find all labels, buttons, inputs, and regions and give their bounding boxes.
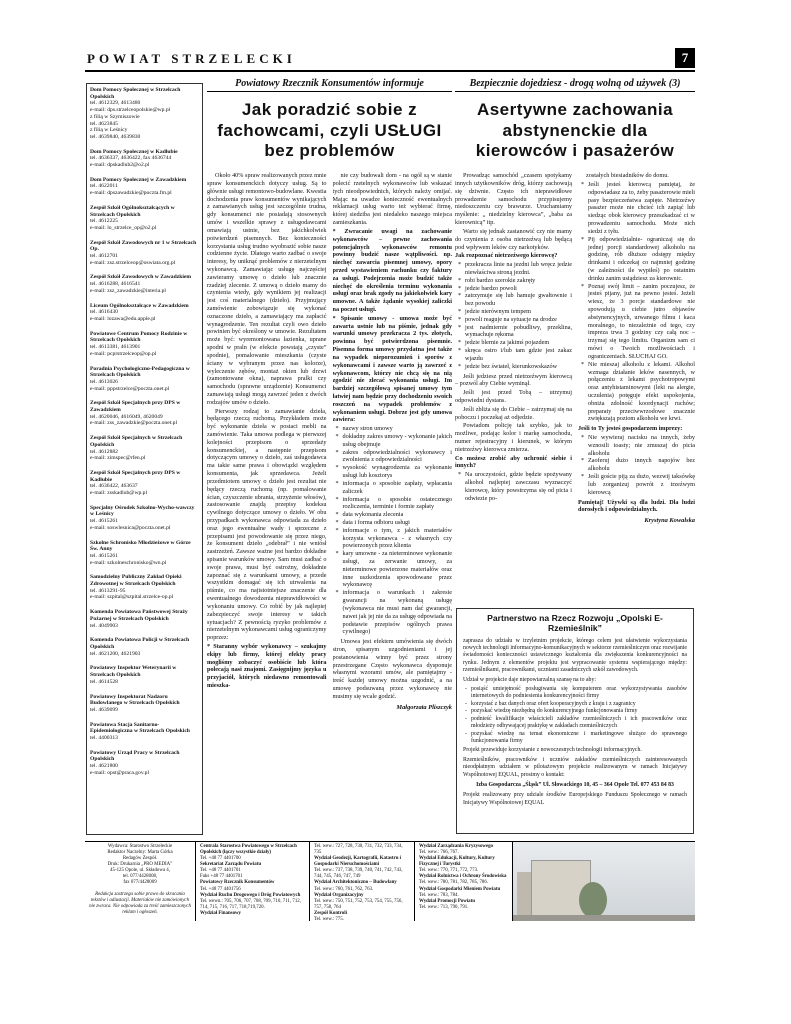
article-headline: Asertywne zachowania abstynenckie dla kierowców i pasażerów — [475, 100, 675, 161]
author-signature: Małgorzata Pliszczyk — [396, 703, 452, 711]
contact-line: z filią w Leśnicy — [90, 127, 128, 134]
institution-name: Dom Pomocy Społecznej w Kadłubie — [90, 148, 178, 155]
subheading-paragraph: Jeśli to Ty jesteś gospodarzem imprezy: — [578, 425, 683, 433]
list-item: * Jeśli goście piją za dużo, wezwij taksówkę lub zorganizuj powrót z trzeźwym kierowcą — [578, 473, 695, 496]
institution-name: Liceum Ogólnokształcące w Zawadzkiem — [90, 302, 189, 309]
contact-line: e-mail: soswlesnica@poczta.onet.pl — [90, 524, 171, 531]
department-name: Sekretariat Zarządu Powiatu — [200, 862, 262, 868]
institution-name: Zespół Szkół Specjalnych przy DPS w Kadłubie — [90, 469, 181, 483]
contact-line: tel. 4616430 — [90, 309, 118, 316]
list-item: * jedzie bardzo powoli — [455, 285, 572, 293]
contact-line: tel. 4639099 — [90, 706, 118, 713]
phone-line: Tel. +48 77 4401756 — [200, 886, 241, 892]
box-contact: Izba Gospodarcza „Śląsk” Ul. Słowackiego 10, 45 – 364 Opole Tel. 077 453 84 83 — [476, 781, 674, 788]
directory-entry — [90, 400, 199, 427]
page-number: 7 — [675, 48, 695, 68]
list-item: * zakres odpowiedzialności wykonawcy i zwolnienia z odpowiedzialności — [333, 449, 453, 465]
footer-directory-column-1 — [196, 842, 310, 921]
contact-line: tel. 4612225 — [90, 218, 118, 225]
department-name: Wydział Architektoniczno – Budowlany — [314, 880, 397, 886]
list-item: * Pij odpowiedzialnie- ograniczaj się do jednej porcji standardowej alkoholu na godzinę, rób dłuższe odstępy między drinkami i odczekaj co najmniej godzinę (w zależności ile wypiłeś) po ostatnim drinku zanim usiądziesz za kierownic. — [578, 236, 695, 283]
phone-line: Tel. wew.: 713, 790, 791. — [419, 904, 469, 910]
list-item: - posiąść umiejętność posługiwania się komputerem oraz wykorzystywania zasobów internetowych do podniesienia konkurencyjności firmy — [463, 686, 687, 701]
contact-line: tel. 4623845 — [90, 120, 118, 127]
list-item: * robi bardzo szerokie zakręty — [455, 277, 572, 285]
contact-line: tel. 4049903 — [90, 622, 118, 629]
box-invitation: Rzemieślników, pracowników i uczniów zakładów rzemieślniczych zainteresowanych nieodpłatnym udziałem w pilotażowym projekcie realizowanym w ramach Inicjatywy Wspólnotowej EQUAL, prosimy o kontakt: — [463, 756, 687, 778]
phone-line: Tel. wew.: 727, 728, 730, 731, 732, 733, 734, 735 — [314, 844, 403, 856]
directory-entry — [90, 609, 199, 629]
contact-line: e-mail: lo_strzelce_op@o2.pl — [90, 224, 157, 231]
contact-line: e-mail: zsskadlub@wp.pl — [90, 490, 148, 497]
institution-name: Szkolne Schronisko Młodzieżowe w Górze Św. Anny — [90, 539, 191, 553]
directory-entry — [90, 177, 199, 197]
paragraph: Jeśli zbliża się do Ciebie – zatrzymaj się na poboczu i poczekaj aż odjedzie. — [455, 405, 572, 421]
publisher-line: 45-125 Opole, ul. Składowa 4, — [110, 868, 170, 874]
list-item: * informacja o sposobie ostatecznego rozliczenia, terminie i formie zapłaty — [333, 496, 453, 512]
institution-name: Powiatowe Centrum Pomocy Rodzinie w Strzelcach Opolskich — [90, 330, 188, 344]
list-item: - podnieść kwalifikacje właścicieli zakładów rzemieślniczych i ich pracowników oraz młodzieży odbywającej praktykę w zakładach rzemieślniczych — [463, 716, 687, 731]
contact-line: tel. 4613381, 4613901 — [90, 344, 141, 351]
contact-line: e-mail: zsz_zawadzkie@interia.pl — [90, 287, 166, 294]
phone-line: Tel. +48 77 4401700 — [200, 856, 241, 862]
institution-name: Zespół Szkół Specjalnych przy DPS w Zawadzkiem — [90, 400, 181, 414]
section-title: Bezpiecznie dojedziesz - drogą wolną od używek (3) — [455, 78, 695, 92]
institution-name: Zespół Szkół Zawodowych w Zawadzkiem — [90, 274, 192, 281]
box-benefits-list — [463, 686, 687, 745]
paragraph: Prowadząc samochód „czasem spotykamy innych użytkowników dróg, którzy zachowują się dziwnie. Często ich nieprawidłowe prowadzenie samochodu przypisujemy niedoszczeniu czy brawurze. Uruchamiamy myślenie: „ niedzielny kierowca”, „baba za kierownicą” itp. — [455, 172, 572, 227]
article-headline: Jak poradzić sobie z fachowcami, czyli USŁUGI bez problemów — [217, 100, 442, 161]
contact-line: tel. 4612882 — [90, 448, 118, 455]
publisher-line: Druk: Drukarnia „PRO MEDIA” — [107, 862, 173, 868]
list-item: * Nie mieszaj alkoholu z lekami. Alkohol wzmaga działanie leków nasennych, w połączeniu z lekami psychotropowymi oraz antyhistaminowymi (leki na alergie, uczulenia) potęguje efekt uspokojenia, obniża zdolność koordynacji ruchów; preparaty przeciwwrzodowe znacznie zwiększają poziom alkoholu we krwi. — [578, 361, 695, 424]
paragraph: nie czy budowali dom - na ogół są w stanie polecić rzetelnych wykonawców lub wskazać tych nieodpowiednich, których należy omijać. Mając na uwadze konieczność ewentualnych reklamacji usług warto też wybierać firmę, której siedziba jest niedaleko naszego miejsca zamieszkania. — [332, 172, 452, 227]
box-title: Partnerstwo na Rzecz Rozwoju „Opolski E-Rzemieślnik” — [487, 613, 663, 634]
contact-line: e-mail: opst@praca.gov.pl — [90, 769, 149, 776]
phone-line: Tel. wew.: 770, 771, 772, 773. — [419, 868, 479, 874]
institution-name: Komenda Powiatowa Policji w Strzelcach Opolskich — [90, 637, 190, 650]
paragraph: Około 40% spraw realizowanych przez mnie spraw konsumenckich dotyczy usług. Są to głównie usługi remontowo-budowlane. Kwestia dochodzenia praw konsumentów wynikających z zamawianych usług jest szczególnie trudna, gdy konsumenci nie posiadają stosownych umów i wszelkie sprawy z usługodawcami omawiają ustnie, bez jakichkolwiek potwierdzeń pisemnych. Bez konieczności korzystania usług trudno wyobrazić sobie nasze codzienne życie. Dlatego warto zadbać o swoje interesy, by uniknąć problemów z nierzetelnym wykonawcą. Zamawiając usługę najczęściej zawieramy umowę o dzieło lub znacznie rzadziej zlecenie. Z umową o dzieło mamy do czynienia wtedy, gdy wynikiem jej realizacji jest coś materialnego (dzieło). Przyjmujący zamówienie zobowiązuje się wykonać oznaczone dzieło, a zamawiający ma zapłacić wynagrodzenie. Ten rezultat czyli owo dzieło powinien być określony w umowie. Rezultatem może być: wyremontowana łazienka, uprane spodni w praln (w efekcie powstają „czyste” spodnie), pomalowanie mieszkania (czyste ściany w wybranym przez nas kolorze), wyleczenie zębów, montaż okien lub drzwi (zamontowane okna), naprawa pralki czy samochodu (sprawne urządzenie) Konsumenci zamawiają usługi mogą zawrzeć jeden z dwóch rodzajów umów o dzieło. — [207, 172, 327, 406]
list-item: * informacja o warunkach i zakresie gwarancji na wykonaną usługę (wykonawca nie musi nam dać gwarancji, nawet jak jej nie da za usługę odpowiada na podstawie przepisów ogólnych prawa cywilnego) — [333, 589, 453, 636]
article-column-1 — [207, 172, 327, 712]
contact-line: e-mail: lozawa@edu.apple.pl — [90, 315, 156, 322]
publisher-info — [85, 842, 196, 921]
list-item: * dokładny zakres umowy - wykonanie jakich usług obejmuje — [333, 433, 453, 449]
subheading-paragraph: Co możesz zrobić aby uchronić siebie i innych? — [455, 454, 572, 470]
contact-line: tel. 4616288, 4616541 — [90, 281, 141, 288]
department-name: Zespół Kontroli — [314, 910, 347, 916]
subheading-paragraph: Jak rozpoznać nietrzeźwego kierowcę? — [455, 252, 558, 260]
institution-name: Zespół Szkół Zawodowych nr 1 w Strzelcach Op. — [90, 239, 197, 253]
institution-name: Powiatowy Inspektorat Nadzoru Budowlanego w Strzelcach Opolskich — [90, 693, 180, 707]
directory-entry — [90, 694, 199, 714]
phone-line: Tel. wew.: 775. — [314, 916, 344, 922]
contact-line: tel. 4639840, 4639830 — [90, 133, 141, 140]
department-name: Wydział Rolnictwa i Ochrony Środowiska — [419, 874, 507, 880]
article-column-1 — [455, 172, 572, 525]
list-item: - pozyskać wiedzę niezbędną do konkurencyjnego funkcjonowania firmy — [463, 708, 687, 715]
box-funding-note: Projekt realizowany przy udziale środków Europejskiego Funduszu Społecznego w ramach Inicjatywy Wspólnotowej EQUAL — [463, 792, 687, 806]
directory-entry — [90, 240, 199, 267]
contact-line: e-mail: dps.strzelceopolskie@wp.pl — [90, 107, 171, 114]
contact-line: tel. 4621800 — [90, 763, 118, 770]
list-item: * nazwy stron umowy — [333, 425, 453, 433]
list-item: * Poznaj swój limit – zanim poczujesz, że jesteś pijany, już na pewno jesteś. Jeżeli wiesz, że 3 porcje standardowe nie spowodują u ciebie jutro objawów abstynencyjnych, urwanego filmu i kaca moralnego, to niezależnie od tego, czy impreza trwa 3 godziny czy całą noc – trzymaj się tego limitu. Organizm sam ci mówi o Twoich możliwościach i ograniczeniach. SŁUCHAJ GO. — [578, 283, 695, 361]
page-footer — [85, 841, 695, 921]
institution-name: Zespół Szkół Specjalnych w Strzelcach Opolskich — [90, 435, 183, 448]
directory-entry — [90, 435, 199, 462]
phone-line: Tel. wew.: 750, 751, 752, 753, 754, 755, 756, 757, 758, 764 — [314, 898, 403, 910]
directory-entry — [90, 331, 199, 358]
contact-line: tel. 4621200, 4621903 — [90, 650, 141, 657]
phone-line: Faks +48 77 4401701 — [200, 874, 243, 880]
institution-name: Dom Pomocy Społecznej w Strzelcach Opolskich — [90, 87, 181, 100]
paragraph: Jeśli jedziesz przed nietrzeźwym kierowcą – pozwól aby Ciebie wyminął. — [455, 372, 572, 388]
footer-directory-column-2 — [310, 842, 415, 921]
list-item: - korzystać z baz danych oraz ofert kooperacyjnych z kraju i z zagranicy — [463, 701, 687, 708]
directory-entry — [90, 540, 199, 567]
department-name: Wydział Finansowy — [200, 910, 241, 916]
phone-line: Tel. wew.: 737, 738, 739, 740, 741, 742, 743, 744, 745, 746, 747, 749 — [314, 868, 403, 880]
institution-name: Powiatowy Urząd Pracy w Strzelcach Opolskich — [90, 749, 180, 763]
publisher-line: Redaktor Naczelny: Marta Górka — [107, 850, 173, 856]
building-photo — [513, 842, 695, 921]
contact-line: e-mail: zsz.strzelceop@oswiata.org.pl — [90, 259, 176, 266]
institution-name: Poradnia Psychologiczno-Pedagogiczna w Strzelcach Opolskich — [90, 365, 190, 379]
contact-line: tel. 4613291-95 — [90, 587, 126, 594]
phone-line: Tel. wewn.: 705, 706, 707, 708, 709, 710, 711, 712, 714, 715, 716, 717, 718,719,720. — [200, 898, 301, 910]
directory-entry — [90, 366, 199, 393]
institution-name: Powiatowa Stacja Sanitarno-Epidemiologiczna w Strzelcach Opolskich — [90, 721, 190, 735]
list-item: * Jeśli jesteś kierowcą pamiętaj, że odpowiadasz za to, żeby pasażerowie mieli pasy bezpieczeństwa zapięte. Nietrzeźwy pasażer może nie chcieć ich zapiąć lub siedząc obok kierowcy przeszkadzać ci w prowadzeniu samochodu. Może nich siedzi z tyłu. — [578, 181, 695, 236]
list-item: * kary umowne - za nieterminowe wykonanie usługi, za zerwanie umowy, za nieterminowe powierzone materiałów oraz inne uszkodzenia spowodowane przez wykonawcę — [333, 550, 453, 589]
paragraph: Powiadom policję tak szybko, jak to możliwe, podając kolor i markę samochodu, numer rejestracyjny i kierunek, w którym nietrzeźwy kierowca zmierza. — [455, 422, 572, 453]
contact-line: tel. 4400313 — [90, 735, 118, 742]
directory-entry — [90, 665, 199, 685]
box-lead: Udział w projekcie daje niepowtarzalną szansę na to aby: — [463, 676, 596, 683]
subheading-paragraph: * Staranny wybór wykonawcy – szukajmy ekipy lub firmy, której efekty pracy mogliśmy zobaczyć osobiście lub która polecają nasi znajomi. Zasięgnijmy języka u przyjaciół, których niedawno remontowali mieszka- — [207, 642, 327, 690]
bullet-list — [455, 471, 572, 502]
department-name: Wydział Ruchu Drogowego i Dróg Powiatowych — [200, 892, 301, 898]
contact-line: tel. 4612701 — [90, 253, 118, 260]
contact-line: e-mail: pcprstrzelceop@op.pl — [90, 350, 157, 357]
contact-directory-sidebar — [86, 83, 203, 835]
directory-entry — [90, 574, 199, 601]
directory-entry — [90, 303, 199, 323]
list-item: * zatrzymuje się lub hamuje gwałtownie i bez powodu — [455, 292, 572, 308]
contact-line: tel. 4614528 — [90, 678, 118, 685]
section-title: Powiatowy Rzecznik Konsumentów informuje — [207, 78, 452, 92]
list-item: * jedzie bez świateł, kierunkowskazów — [455, 363, 572, 371]
publisher-line: fax 077/4428009 — [123, 880, 157, 886]
list-item: * Nie wywieraj nacisku na innych, żeby wznosili toasty; nie zmuszaj do picia alkoholu — [578, 434, 695, 457]
subheading-paragraph: Pamiętaj! Używki są dla ludzi. Dla ludzi dorosłych i odpowiedzialnych. — [578, 498, 695, 514]
directory-entry — [90, 750, 199, 777]
list-item: * wysokość wynagrodzenia za wykonanie usługi lub kosztorys — [333, 464, 453, 480]
contact-line: tel. 4615261 — [90, 552, 118, 559]
contact-line: e-mail: zss_zawadzkie@poczta.onet.pl — [90, 420, 178, 427]
contact-line: e-mail: szpital@szpital.strzelce-op.pl — [90, 594, 174, 601]
directory-entry — [90, 149, 199, 169]
footer-directory-column-3 — [415, 842, 513, 921]
contact-line: tel. 4620046, 4616049, 4620049 — [90, 413, 163, 420]
partnership-announcement-box — [456, 608, 694, 834]
institution-name: Komenda Powiatowa Państwowej Straży Pożarnej w Strzelcach Opolskich — [90, 609, 188, 622]
list-item: * data wykonania zlecenia — [333, 511, 453, 519]
page-header — [85, 46, 695, 72]
list-item: - pozyskać wiedzę na temat ekonomiczne i marketingowe służące do sprawnego funkcjonowania firmy — [463, 731, 687, 746]
subheading-paragraph: * Spisanie umowy - umowa może być zawarta ustnie lub na piśmie, jednak gdy warunki umowy przekracza 2 tys. złotych, powinna być potwierdzona pisemnie. Pisemna forma umowy przydatna jest także na wypadek nieporozumień i sporów z wykonawcami i zawsze warto ją zawrzeć z wykonawcom, którzy nie chcą się na nią zgodzić nie zlecać wykonania usługi. Im bardziej szczegółową spisanej umowy tym łatwiej nam będzie przy dochodzeniu swoich roszczeń na wypadek problemów z wykonaniem usługi. Dobrze jest gdy umowa zawiera: — [332, 314, 452, 424]
department-name: Wydział Gospodarki Mieniem Powiatu — [419, 886, 501, 892]
list-item: * skręca ostro i/lub tam gdzie jest zakaz wjazdu — [455, 347, 572, 363]
directory-entry — [90, 470, 199, 497]
directory-entry — [90, 205, 199, 232]
article-column-2 — [333, 172, 453, 712]
department-name: Wydział Promocji Powiatu — [419, 898, 475, 904]
bullet-list — [578, 181, 695, 423]
directory-entry — [90, 722, 199, 742]
editorial-disclaimer: Redakcja zastrzega sobie prawo do skracania tekstów i adiustacji. Materiałów nie zamówionych nie zwraca. Nie odpowiada za treść zamieszczonych reklam i ogłoszeń. — [89, 891, 191, 915]
list-item: * powoli reaguje na sytuacje na drodze — [455, 316, 572, 324]
paragraph: zostałych biesiadników do domu. — [586, 172, 669, 180]
institution-name: Dom Pomocy Społecznej w Zawadzkiem — [90, 176, 187, 183]
department-name: Wydział Zarządzania Kryzysowego — [419, 844, 493, 849]
department-name: Wydział Organizacyjny — [314, 892, 364, 898]
list-item: * Na uroczystości, gdzie będzie spożywany alkohol najlepiej zawczasu wyznaczyć kierowcę, który powstrzyma się od picia i odwiezie po- — [455, 471, 572, 502]
publication-title: POWIAT STRZELECKI — [87, 51, 296, 66]
publisher-line: Wydawca: Starostwo Strzeleckie — [107, 844, 173, 849]
institution-name: Powiatowy Inspektor Weterynarii w Strzelcach Opolskich — [90, 665, 177, 679]
subheading-paragraph: * Zwracanie uwagi na zachowanie wykonawców – pewne zachowania potencjalnych wykonawców remontu powinny budzić nasze wątpliwości. np. niechęć zawarcia pisemnej umowy, opory przed wystawieniem rachunku czy faktury za usługi. Podejrzenia może budzić także niechęć do określenia terminu wykonania usługi oraz brak zgody na jakiekolwiek kary umowne. A także żądanie wysokiej zaliczki na poczet usługi. — [332, 227, 452, 314]
phone-line: Tel. wew.: 760, 761, 762, 763. — [314, 886, 374, 892]
list-item: * Zaoferuj dużo innych napojów bez alkoholu — [578, 457, 695, 473]
list-item: * jest nadmiernie pobudliwy, przeklina, wymachuje rękoma — [455, 324, 572, 340]
list-item: * informacja o sposobie zapłaty, wpłacania zaliczek — [333, 480, 453, 496]
contact-line: tel. 4613026 — [90, 378, 118, 385]
box-intro: zaprasza do udziału w trzyletnim projekcie, którego celem jest ułatwienie wykorzystania nowych technologii informacyjno-komunikacyjnych w sektorze rzemieślniczym oraz rozwijanie świadomości konieczności ustawicznego kształcenia dla zwiększenia konkurencyjności na rynku. Jednym z elementów projektu jest wypracowanie systemu wspierającego między: rzemieślnikami, pracownikami, uczniami zasadniczych szkół zawodowych. — [463, 637, 687, 674]
department-name: Wydział Edukacji, Kultury, Kultury Fizycznej i Turystki — [419, 856, 495, 868]
author-signature: Krystyna Kowalska — [644, 517, 695, 525]
phone-line: Tel. wew.: 766, 767. — [419, 850, 459, 856]
contact-line: e-mail: szkolneschronisko@wn.pl — [90, 559, 167, 566]
contact-line: tel. 4636422, 463637 — [90, 483, 138, 490]
paragraph: Umowa jest efektem umówienia się dwóch stron, spisanym uzgodnieniami i jej postanowienia winny być przez strony przestrzegane Często wykonawca dysponuje własnymi wzorami umów, ale pamiętajmy - treść każdej umowy można uzgodnić, a na umowę podsuwaną przez wykonawcę nie musimy się wcale godzić. — [332, 638, 452, 700]
institution-name: Zespół Szkół Ogólnokształcących w Strzelcach Opolskich — [90, 204, 175, 218]
directory-entry — [90, 637, 199, 657]
list-item: * jedzie blernie za jakimś pojazdem — [455, 339, 572, 347]
contact-line: e-mail: dpskadlub2@o2.pl — [90, 162, 150, 169]
institution-name: Specjalny Ośrodek Szkolno-Wycho-wawczy w Leśnicy — [90, 504, 195, 518]
directory-entry — [90, 87, 199, 141]
contact-line: z filią w Szymiszowie — [90, 113, 140, 120]
contact-line: tel. 4612329, 4613480 — [90, 100, 141, 107]
list-item: * data i forma odbioru usługi — [333, 519, 453, 527]
contact-line: tel. 4636337, 4636422, fax 4636744 — [90, 155, 172, 162]
paragraph: Jeśli jest przed Tobą – utrzymuj odpowiedni dystans. — [455, 389, 572, 404]
list-item: * informacje o tym, z jakich materiałów korzysta wykonawca - z własnych czy powierzonych przez klienta — [333, 527, 453, 550]
contact-line: e-mail: pppstrzelce@poczta.onet.pl — [90, 385, 170, 392]
bullet-list — [455, 261, 572, 370]
phone-line: Tel. wew.: 780, 781, 782, 785, 786. — [419, 880, 489, 886]
driver-safety-article — [455, 78, 695, 588]
contact-line: e-mail: zimspec@rfen.pl — [90, 455, 146, 462]
directory-entry — [90, 274, 199, 294]
article-column-2 — [578, 172, 695, 525]
bullet-list — [578, 434, 695, 497]
publisher-line: Redagów Zespół. — [122, 856, 158, 862]
phone-line: Tel. wew.: 783, 784. — [419, 892, 459, 898]
paragraph: Pierwszy rodzaj to zamawianie dzieła, będącego rzeczą ruchomą. Przykładem może być wykonanie dzieła w postaci mebli na zamówienie. Taka umowa podlega w pierwszej kolejności przepisom o sprzedaży konsumenckiej, a następnie przepisom dotyczącym umowy o dzieło, zaś usługodawca ma takie same prawa i obowiązki względem konsumenta, jak sprzedawca. Jeżeli przedmiotem umowy o dzieło jest rezultat nie będący rzeczą ruchomą (np. pomalowanie ścian, czyszczenie ubrania, strzyżenie włosów), zastosowanie znajdą przepisy kodeksu cywilnego dotyczące umowy o dzieło. W obu przypadkach wykonawca odpowiada za dzieło oraz jego ewentualne wady i sprzeczne z przepisami jest powodowanie się przez niego, że konsument dzieło „odebrał” i nie wniósł zastrzeżeń. Zawsze ważne jest bardzo dokładne spisanie warunków umowy. Sam musi zadbać o swoje prawa, musi być ostrożny, dokładnie zapoznać się z warunkami umowy, a przede wszystkim domagać się ich utrwalenia na piśmie, co ma najistotniejsze znaczenie dla ewentualnego dowodzenia nieprawidłowości w wykonaniu umowy. Co robić by jak najlepiej zabezpieczyć swoje interesy w takich sytuacjach? Z pewnością ryzyko problemów z nierzetelnym wykonawcami usług ograniczymy poprzez: — [207, 407, 327, 642]
box-technology-note: Projekt przewiduje korzystanie z nowoczesnych technologii informacyjnych. — [463, 747, 642, 754]
list-item: * jedzie nierównym tempem — [455, 308, 572, 316]
bullet-list — [333, 425, 453, 636]
contact-line: tel. 4622011 — [90, 183, 118, 190]
phone-line: Tel. +48 77 4401701 — [200, 868, 241, 874]
consumer-ombudsman-article — [207, 78, 452, 838]
department-name: Powiatowy Rzecznik Konsumentów — [200, 880, 275, 886]
institution-name: Samodzielny Publiczny Zakład Opieki Zdrowotnej w Strzelcach Opolskich — [90, 574, 182, 588]
publisher-line: tel. 077/4428008, — [122, 874, 158, 880]
contact-line: tel. 4615261 — [90, 518, 118, 525]
paragraph: Warto się jednak zastanowić czy nie mamy do czynienia z osoba nietrzeźwą lub będącą pod wpływem leków czy narkotyków. — [455, 227, 572, 251]
contact-line: e-mail: dpszawadzkie@poczta.fm.pl — [90, 190, 172, 197]
directory-entry — [90, 505, 199, 532]
department-name: Wydział Geodezji, Kartografii, Katastru i Gospodarki Nieruchomościami — [314, 856, 402, 868]
department-name: Centrala Starostwa Powiatowego w Strzelcach Opolskich (łączy wszystkie działy) — [200, 844, 297, 856]
list-item: * przekracza linie na jezdni lub wręcz jedzie niewłaściwa stroną jezdni. — [455, 261, 572, 277]
